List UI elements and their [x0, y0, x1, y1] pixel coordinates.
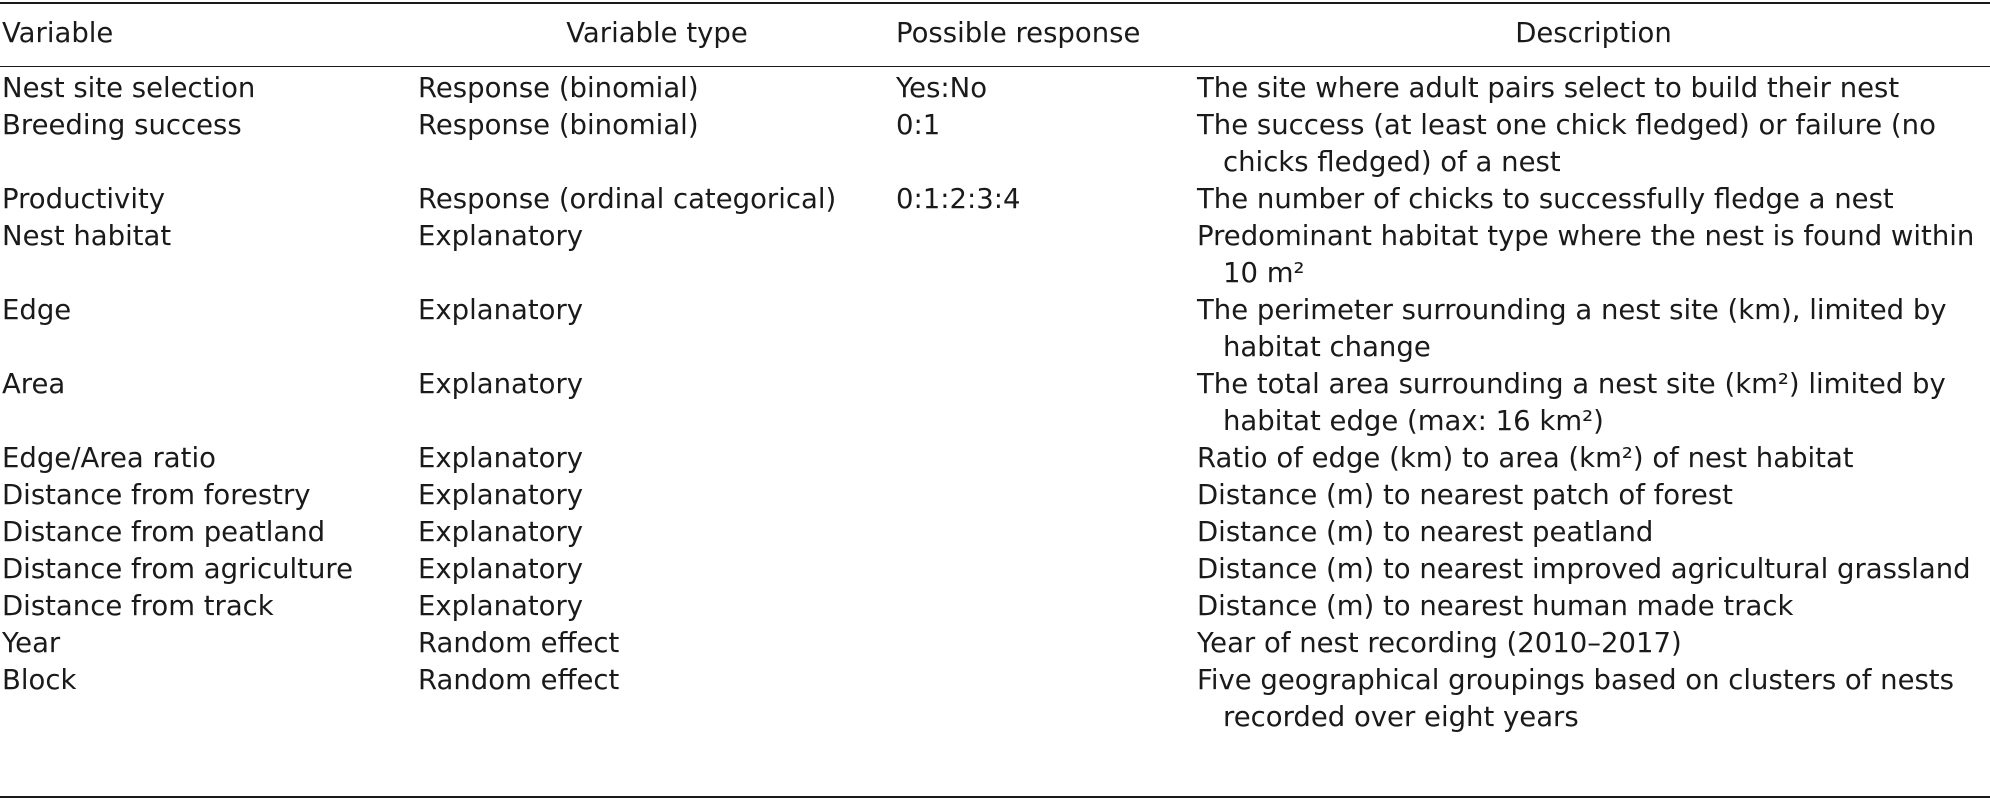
- cell-variable: Nest habitat: [2, 220, 172, 252]
- cell-variable: Edge/Area ratio: [2, 442, 216, 474]
- table-row: [0, 66, 1990, 107]
- cell-variable-type: Explanatory: [418, 294, 584, 326]
- cell-description: The number of chicks to successfully fledge a nest: [1197, 183, 1894, 215]
- cell-description: The perimeter surrounding a nest site (km), limited by habitat change: [1197, 294, 1947, 363]
- table-row: [0, 551, 1990, 588]
- cell-possible-response: [896, 218, 1197, 292]
- cell-possible-response: [896, 551, 1197, 588]
- cell-description: The total area surrounding a nest site (km²) limited by habitat edge (max: 16 km²): [1197, 368, 1946, 437]
- cell-description: Distance (m) to nearest improved agricultural grassland: [1197, 553, 1971, 585]
- cell-description: Distance (m) to nearest peatland: [1197, 516, 1654, 548]
- table-row: [0, 588, 1990, 625]
- cell-variable-type: Explanatory: [418, 553, 584, 585]
- cell-possible-response: 0:1:2:3:4: [896, 183, 1021, 215]
- cell-variable-type: Random effect: [418, 664, 620, 696]
- cell-possible-response: [896, 662, 1197, 736]
- cell-possible-response: [896, 366, 1197, 440]
- table-row: [0, 477, 1990, 514]
- table-row: [0, 625, 1990, 662]
- table-header: [0, 0, 1990, 66]
- table-row: [0, 292, 1990, 366]
- table-row: [0, 662, 1990, 736]
- header-description: Description: [1515, 16, 1672, 49]
- cell-description: Predominant habitat type where the nest is found within 10 m²: [1197, 220, 1975, 289]
- cell-description: Distance (m) to nearest patch of forest: [1197, 479, 1733, 511]
- cell-variable-type: Response (binomial): [418, 109, 699, 141]
- cell-variable-type: Explanatory: [418, 442, 584, 474]
- header-variable: Variable: [2, 16, 114, 49]
- cell-variable: Distance from forestry: [2, 479, 311, 511]
- cell-variable: Distance from peatland: [2, 516, 326, 548]
- cell-possible-response: [896, 292, 1197, 366]
- cell-variable-type: Explanatory: [418, 590, 584, 622]
- table-row: [0, 440, 1990, 477]
- cell-variable: Nest site selection: [2, 72, 256, 104]
- cell-variable: Year: [2, 627, 61, 659]
- cell-variable: Block: [2, 664, 77, 696]
- cell-variable-type: Explanatory: [418, 516, 584, 548]
- cell-variable-type: Response (ordinal categorical): [418, 183, 837, 215]
- cell-variable: Area: [2, 368, 66, 400]
- cell-variable: Distance from agriculture: [2, 553, 354, 585]
- cell-variable-type: Explanatory: [418, 479, 584, 511]
- cell-possible-response: [896, 514, 1197, 551]
- cell-variable: Productivity: [2, 183, 166, 215]
- table-row: [0, 181, 1990, 218]
- cell-variable-type: Explanatory: [418, 220, 584, 252]
- cell-variable: Breeding success: [2, 109, 242, 141]
- header-row: [0, 0, 1990, 66]
- header-possible-response: Possible response: [896, 16, 1141, 49]
- cell-possible-response: [896, 588, 1197, 625]
- cell-variable: Edge: [2, 294, 72, 326]
- cell-possible-response: [896, 625, 1197, 662]
- cell-possible-response: 0:1: [896, 109, 941, 141]
- cell-possible-response: Yes:No: [896, 72, 988, 104]
- cell-variable: Distance from track: [2, 590, 274, 622]
- cell-variable-type: Random effect: [418, 627, 620, 659]
- cell-variable-type: Explanatory: [418, 368, 584, 400]
- cell-possible-response: [896, 440, 1197, 477]
- cell-description: Five geographical groupings based on clusters of nests recorded over eight years: [1197, 664, 1954, 733]
- cell-description: Ratio of edge (km) to area (km²) of nest habitat: [1197, 442, 1854, 474]
- cell-possible-response: [896, 477, 1197, 514]
- cell-description: The success (at least one chick fledged) or failure (no chicks fledged) of a nest: [1197, 109, 1936, 178]
- cell-variable-type: Response (binomial): [418, 72, 699, 104]
- cell-description: Year of nest recording (2010–2017): [1197, 627, 1682, 659]
- cell-description: Distance (m) to nearest human made track: [1197, 590, 1794, 622]
- header-variable-type: Variable type: [566, 16, 748, 49]
- table-row: [0, 107, 1990, 181]
- table-row: [0, 514, 1990, 551]
- cell-description: The site where adult pairs select to build their nest: [1197, 72, 1900, 104]
- table-row: [0, 218, 1990, 292]
- table-row: [0, 366, 1990, 440]
- table-body: [0, 66, 1990, 736]
